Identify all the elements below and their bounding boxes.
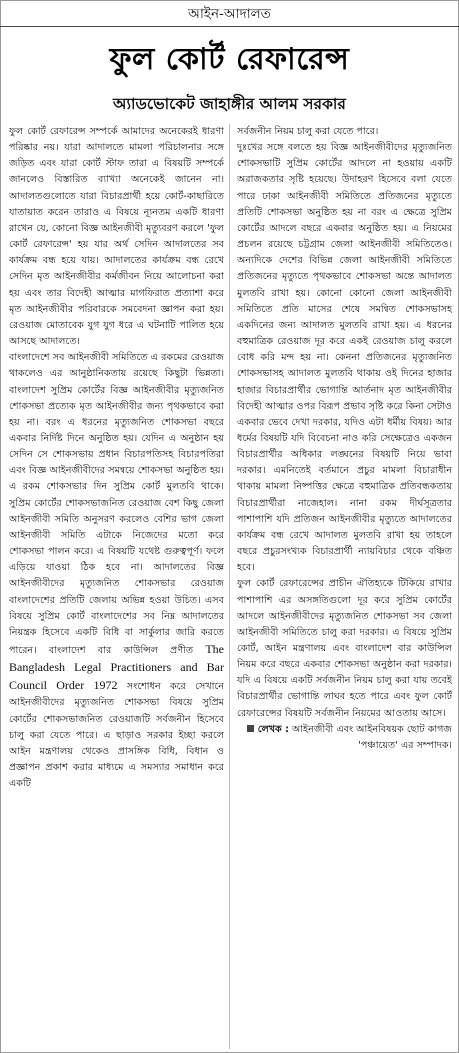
column-right <box>237 124 452 1052</box>
author-label: লেখক : <box>257 723 289 735</box>
headline: ফুল কোর্ট রেফারেন্স <box>109 42 350 77</box>
paragraph: দুঃখের সঙ্গে বলতে হয় বিজ্ঞ আইনজীবীদের মৃত্যুজনিত শোকসভাটি সুপ্রিম কোর্টের আদলে না হওয়ায় একটি অরাজকতার সৃষ্টি হয়েছে। উদাহরণ হিসেবে বলা যেতে পারে ঢাকা আইনজীবী সমিতিতে প্রতিজনের মৃত্যুতে প্রতিটি শোকসভা অনুষ্ঠিত হয় না বরং এ ক্ষেত্রে সুপ্রিম কোর্টের আদলে বছরে একবার অনুষ্ঠিত হয়। এ নিয়মের প্রচলন রয়েছে চট্টগ্রাম জেলা আইনজীবী সমিতিতেও। অন্যদিকে দেশের বিভিন্ন জেলা আইনজীবী সমিতিতে প্রতিজনের মৃত্যুতে পৃথকভাবে শোকসভা অন্তে আদালত মুলতবি রাখা হয়। কোনো কোনো জেলা আইনজীবী সমিতিতে প্রতি মাসের শেষে সমন্বিত শোকসভাসহ একদিনের জন্য আদালত মুলতবি রাখা হয়। এ ধরনের বহুমাত্রিক রেওয়াজ দূর করে একই রেওয়াজ চালু করলে বোধ করি মন্দ হয় না। কেননা প্রতিজনের মৃত্যুজনিত শোকসভাসহ আদালত মুলতবি থাকায় ওই দিনের হাজার হাজার বিচারপ্রার্থীর ভোগান্তি আর্তনাদ মৃত আইনজীবীর বিদেহী আত্মার ওপর বিরূপ প্রভাব সৃষ্টি করে কিনা সেটাও একবার ভেবে দেখা দরকার, যদিও এটা ধর্মীয় বিষয়। আর ধর্মের বিষয়টি যদি বিবেচনা নাও করি সেক্ষেত্রেও একজন বিচারপ্রার্থীর অধিকার লঙ্ঘনের বিষয়টি নিয়ে ভাবা দরকার। এমনিতেই বর্তমানে প্রচুর মামলা বিচারাধীন থাকায় মামলা নিষ্পত্তির ক্ষেত্রে বহুমাত্রিক প্রতিবন্ধকতায় বিচারপ্রার্থীরা নাজেহাল। নানা রকম দীর্ঘসূত্রতার পাশাপাশি যদি প্রতিজন আইনজীবীর মৃত্যুতে আদালতের কার্যক্রম বন্ধ রেখে আদালত মুলতবি রাখা হয় তাহলে বছরে প্রচুরসংখ্যক বিচারপ্রার্থী ন্যায়বিচার থেকে বঞ্চিত হবে। <box>237 142 452 574</box>
author-note <box>237 722 452 754</box>
section-rule-top <box>0 26 459 27</box>
paragraph-text: বাংলাদেশে সব আইনজীবী সমিতিতে এ রকমের রেওয়াজ থাকলেও এর আনুষ্ঠানিকতায় রয়েছে কিছুটা ভিন্নতা। বাংলাদেশ সুপ্রিম কোর্টের বিজ্ঞ আইনজীবীর মৃত্যুজনিত শোকসভা প্রত্যেক মৃত আইনজীবীর জন্য পৃথকভাবে করা হয় না। বরং এ ধরনের মৃত্যুজনিত শোকসভা বছরে একবার নির্দিষ্ট দিনে অনুষ্ঠিত হয়। যেদিন এ অনুষ্ঠান হয় সেদিন সে শোকসভায় প্রধান বিচারপতিসহ বিচারপতিরা এবং বিজ্ঞ আইনজীবীদের সমন্বয়ে শোকসভা অনুষ্ঠিত হয়। এ রকম শোকসভার দিন সুপ্রিম কোর্ট মুলতবি থাকে। সুপ্রিম কোর্টের শোকসভাজনিত রেওয়াজ বেশ কিছু জেলা আইনজীবী সমিতি অনুসরণ করলেও বেশির ভাগ জেলা আইনজীবী সমিতি এটাকে নিজেদের মতো করে শোকসভা পালন করে। এ বিষয়টি যথেষ্ট গুরুত্বপূর্ণ। ফলে এড়িয়ে যাওয়া ঠিক হবে না। আদালতের বিজ্ঞ আইনজীবীদের মৃত্যুজনিত শোকসভার রেওয়াজ বাংলাদেশের প্রতিটি জেলায় অভিন্ন হওয়া উচিত। এসব বিষয়ে সুপ্রিম কোর্ট বাংলাদেশের সব নিম্ন আদালতের নিয়ন্ত্রক হিসেবে একটি বিধি বা সার্কুলার জারি করতে পারেন। বাংলাদেশ বার কাউন্সিল প্রণীত <box>9 352 224 656</box>
byline: অ্যাডভোকেট জাহাঙ্গীর আলম সরকার <box>113 95 346 113</box>
paragraph <box>9 350 224 792</box>
paragraph: সর্বজনীন নিয়ম চালু করা যেতে পারে। <box>237 126 379 137</box>
author-description: আইনজীবী এবং আইনবিষয়ক ছোট কাগজ 'পঞ্চায়েত' এর সম্পাদক। <box>291 723 452 751</box>
column-left <box>9 124 224 1052</box>
paragraph: ফুল কোর্ট রেফারেন্স সম্পর্কে আমাদের অনেকেরই ধারণা পরিষ্কার নয়। যারা আদালতে মামলা পরিচালনার সঙ্গে জড়িত এবং যারা কোর্ট স্টাফ তারা এ বিষয়টি সম্পর্কে জানলেও বিস্তারিত ব্যাখ্যা অনেকেই জানেন না। আদালতগুলোতে যারা বিচারপ্রার্থী হয়ে কোর্ট-কাছারিতে যাতায়াত করেন তারাও এ বিষয়ে ন্যূনতম একটি ধারণা রাখেন যে, কোনো বিজ্ঞ আইনজীবী মৃত্যুবরণ করলে 'ফুল কোর্ট রেফারেন্স' হয় যার অর্থ সেদিন আদালতের সব কার্যক্রম বন্ধ হয়ে যায়। আদালতের কার্যক্রম বন্ধ রেখে সেদিন মৃত আইনজীবীর কর্মজীবন নিয়ে আলোচনা করা হয় এবং তার বিদেহী আত্মার মাগফিরাত প্রত্যাশা করে মৃত আইনজীবীর পরিবারকে সমবেদনা জ্ঞাপন করা হয়। রেওয়াজ মোতাবেক যুগ যুগ ধরে এ ঘটনাটি পালিত হয়ে আসছে আদালতে। <box>9 126 224 348</box>
paragraph: ফুল কোর্ট রেফারেন্সের প্রাচীন ঐতিহ্যকে টিকিয়ে রাখার পাশাপাশি এর অসঙ্গতিগুলো দূর করে সুপ্রিম কোর্টের আদলে আইনজীবীদের মৃত্যুজনিত শোকসভা সব জেলা আইনজীবী সমিতিতে চালু করা দরকার। এ বিষয়ে সুপ্রিম কোর্ট, আইন মন্ত্রণালয় এবং বাংলাদেশ বার কাউন্সিল নিয়ম করে বছরে একবার শোকসভা অনুষ্ঠান করা দরকার। যদি এ বিষয়ে একটি সর্বজনীন নিয়ম চালু করা যায় তবেই বিচারপ্রার্থীর ভোগান্তি লাঘব হতে পারে এবং ফুল কোর্ট রেফারেন্সের বিষয়টি সর্বজনীন নিয়মের আওতায় আসে। <box>237 578 452 719</box>
english-citation: The Bangladesh Legal Practitioners and Bar Council Order 1972 <box>9 642 224 693</box>
article-body <box>9 124 452 1052</box>
section-label: আইন-আদালত <box>188 6 271 22</box>
bullet-square-icon <box>247 725 254 732</box>
paragraph-text: সংশোধন করে সেখানে আইনজীবীদের মৃত্যুজনিত শোকসভা বিষয়ে সুপ্রিম কোর্টের শোকসভাজনিত রেওয়াজটি সর্বজনীন হিসেবে চালু করা যেতে পারে। এ ছাড়াও সরকার ইচ্ছা করলে আইন মন্ত্রণালয় থেকেও প্রাসঙ্গিক বিধি, বিধান ও প্রজ্ঞাপন প্রকাশ করার মাধ্যমে এ সমস্যার সমাধান করে একটি <box>9 681 224 790</box>
